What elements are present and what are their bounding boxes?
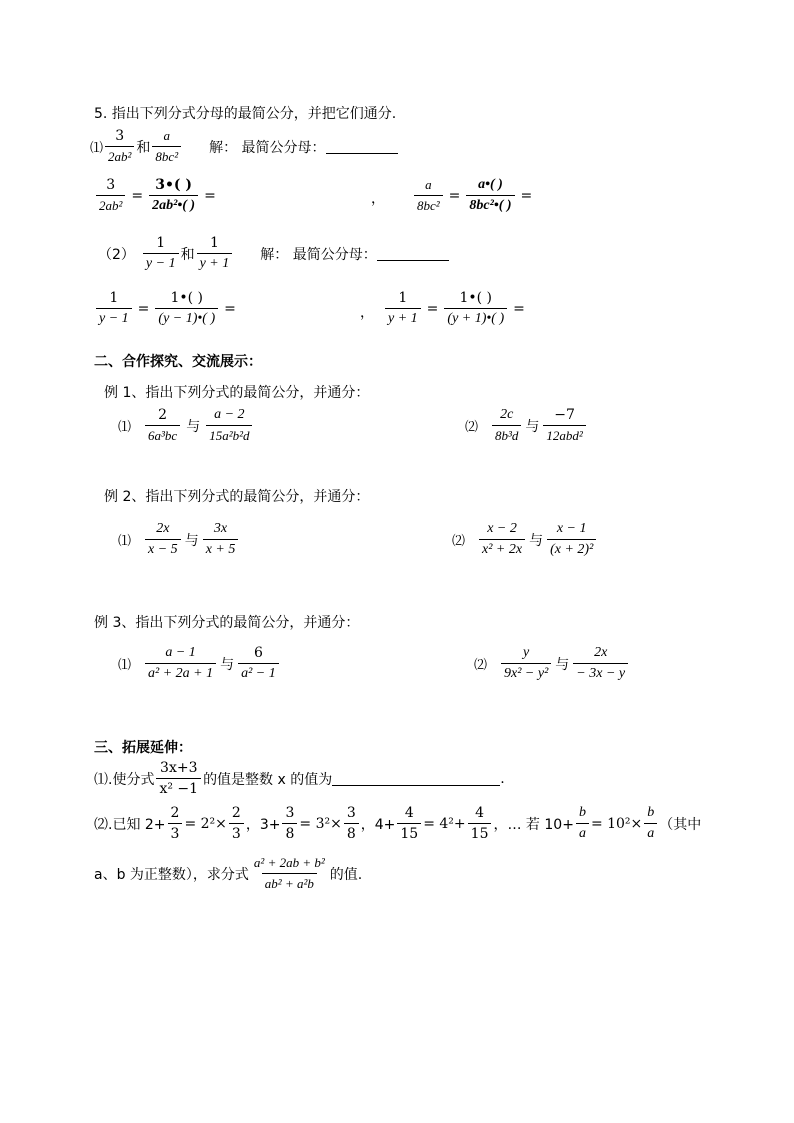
q5-p2-eq1: $\frac{1}{y - 1}$ = $\frac{1•( )}{(y - 1)•( )}$ = (94, 290, 240, 327)
q5-p2-comma: ， (360, 305, 374, 321)
q5-p1-label: ⑴ (90, 141, 104, 156)
ex1-b: ⑵ $\frac{2c}{\text{8b³d}}$ 与 $\frac{-7}{\text{12abd²}}$ (465, 407, 588, 444)
q5-p1-row (90, 128, 398, 165)
sec3-q1-answer-blank[interactable] (332, 771, 500, 786)
ex3-a: ⑴ $\frac{a - 1}{\text{a² + 2a + 1}}$ 与 $\frac{6}{\text{a² − 1}}$ (118, 645, 281, 682)
q5-heading: 5. 指出下列分式分母的最简公分，并把它们通分. (94, 106, 397, 122)
q5-p2-solution-label: 解： 最简公分母： (260, 246, 377, 263)
ex1-a: ⑴ $\frac{2}{\text{6a³bc}}$ 与 $\frac{a - 2}{\text{15a²b²d}}$ (118, 407, 254, 444)
q5-p2-eq2: $\frac{1}{y + 1}$ = $\frac{1•( )}{(y + 1)•( )}$ = (383, 290, 529, 327)
q5-p1-frac1: $\frac{3}{\text{2ab²}}$ (105, 128, 134, 165)
q5-p1-answer-blank[interactable] (326, 139, 398, 154)
q5-p1-conj: 和 (136, 139, 151, 156)
sec3-q2-line2: a、b 为正整数），求分式 $\frac{\text{a² + 2ab + b²}}{\text{ab² + a²b}}$ 的值. (94, 855, 363, 891)
sec3-heading: 三、拓展延伸： (94, 740, 192, 756)
sec2-heading: 二、合作探究、交流展示： (94, 354, 262, 370)
ex2-title: 例 2、指出下列分式的最简公分，并通分： (104, 489, 370, 505)
ex2-b: ⑵ $\frac{x - 2}{\text{x² + 2x}}$ 与 $\frac{x - 1}{\text{(x + 2)²}}$ (452, 521, 598, 558)
sec3-q2-line1: ⑵.已知 2+ $\frac{2}{3}$ = 2²× $\frac{2}{3}$ ，3+ $\frac{3}{8}$ = 3²× $\frac{3}{8}$ ，4+ $\frac{4}{15}$ = 4²+ $\frac{4}{15}$ ，… 若 10+ $\frac{b}{a}$ = 10²× $\frac{b}{a}$ （其中 (94, 805, 702, 842)
q5-p2-answer-blank[interactable] (377, 246, 449, 261)
ex3-b: ⑵ $\frac{y}{\text{9x² − y²}}$ 与 $\frac{2x}{- 3x - y}$ (474, 645, 630, 682)
ex3-title: 例 3、指出下列分式的最简公分，并通分： (94, 615, 360, 631)
q5-p2-label: （2） (98, 246, 135, 263)
ex1-title: 例 1、指出下列分式的最简公分，并通分： (104, 385, 370, 401)
q5-p1-eq2: $\frac{a}{\text{8bc²}}$ = $\frac{a•( )}{\text{8bc²•( )}}$ = (412, 177, 536, 214)
sec3-q1: ⑴.使分式 $\frac{3x+3}{\text{x² −1}}$ 的值是整数 x 的值为 . (94, 760, 505, 797)
q5-p2-row: （2） $\frac{1}{y - 1}$ 和 $\frac{1}{y + 1}$ 解： 最简公分母： (98, 235, 449, 272)
q5-p1-frac2: $\frac{a}{\text{8bc²}}$ (152, 128, 181, 165)
ex2-a: ⑴ $\frac{2x}{x - 5}$ 与 $\frac{3x}{x + 5}$ (118, 521, 240, 558)
q5-p1-solution-label: 解： 最简公分母： (209, 139, 326, 156)
q5-p1-comma: ， (371, 191, 385, 207)
q5-p1-eq1: $\frac{3}{\text{2ab²}}$ = $\frac{3•( )}{\text{2ab²•( )}}$ = (94, 177, 220, 214)
